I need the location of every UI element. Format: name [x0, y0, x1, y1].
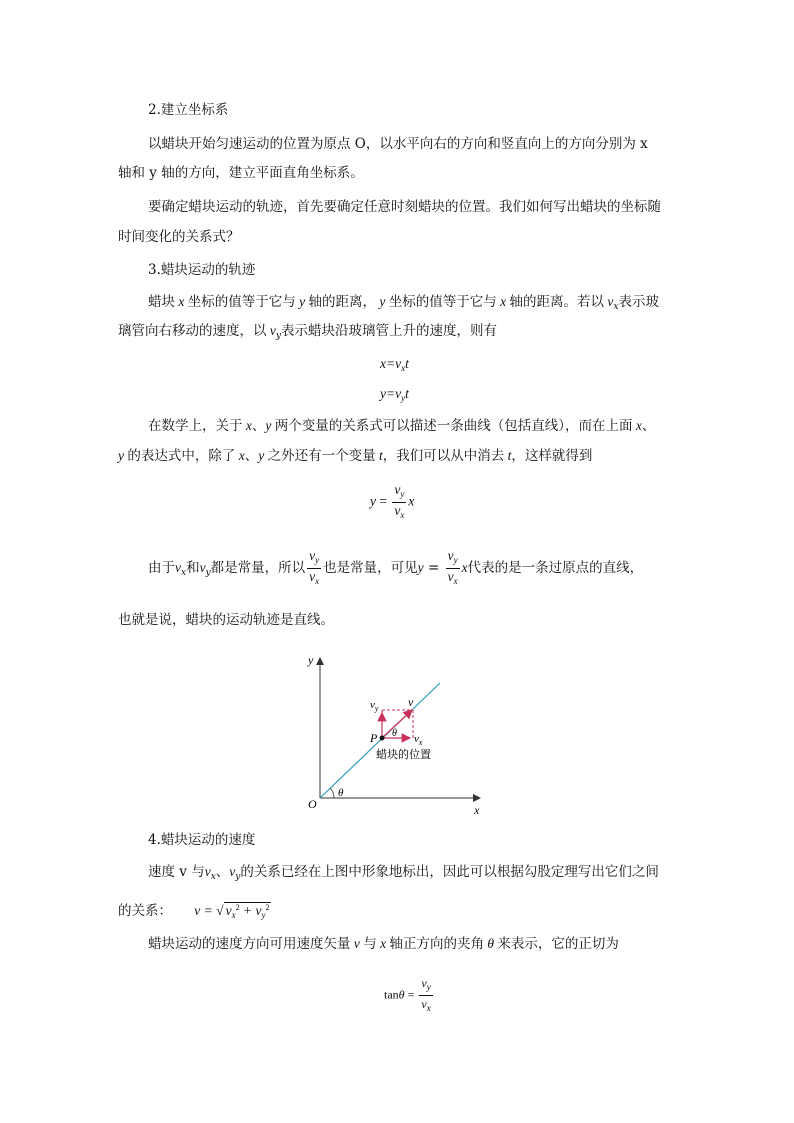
tangent-formula: tanθ = $\frac{v_y}{v_x}$ [384, 976, 431, 1013]
angle-arc [330, 788, 334, 798]
paragraph-text: 在数学上，关于 x、y 两个变量的关系式可以描述一条曲线（包括直线），而在上面 x、 [148, 418, 656, 434]
point-label: P [370, 731, 378, 745]
equation-y-ratio: y = $\frac{v_y}{v_x}$ x [370, 482, 415, 520]
section-2-heading: 2.建立坐标系 [148, 102, 229, 118]
section-4-heading: 4.蜡块运动的速度 [148, 832, 256, 848]
paragraph-text: 蜡块 x 坐标的值等于它与 y 轴的距离， y 坐标的值等于它与 x 轴的距离。若以 $v_x$表示玻 [148, 294, 659, 312]
equation-y: $y=v_yt$ [380, 386, 409, 403]
paragraph-text: 由于$v_x$和$v_y$都是常量，所以 $\frac{v_y}{v_x}$ 也是常量，可见y = $\frac{v_y}{v_x}$ x代表的是一条过原点的直线， [148, 548, 644, 586]
vy-label: $v_y$ [370, 699, 379, 713]
paragraph-text: 的关系： v = √ $v_x^2 + v_y^2$ [118, 903, 270, 920]
angle-theta-label: θ [392, 728, 397, 739]
speed-formula: v = √ $v_x^2 + v_y^2$ [194, 903, 270, 920]
vx-label: $v_x$ [414, 733, 423, 747]
figure-caption: 蜡块的位置 [376, 749, 431, 761]
trajectory-diagram [300, 648, 490, 818]
v-arrow [382, 710, 412, 738]
angle-label: θ [338, 787, 344, 799]
point-p [380, 736, 385, 741]
paragraph-text: 璃管向右移动的速度，以 $v_y$表示蜡块沿玻璃管上升的速度，则有 [118, 323, 497, 341]
paragraph-text: 时间变化的关系式？ [118, 229, 240, 245]
v-label: v [408, 695, 414, 709]
paragraph-text: 速度 v 与$v_x$、$v_y$的关系已经在上图中形象地标出，因此可以根据勾股定理写出它们之间 [148, 864, 659, 882]
paragraph-text: 要确定蜡块运动的轨迹，首先要确定任意时刻蜡块的位置。我们如何写出蜡块的坐标随 [148, 199, 661, 215]
axis-y-label: y [308, 653, 314, 667]
paragraph-text: 蜡块运动的速度方向可用速度矢量 v 与 x 轴正方向的夹角 θ 来表示，它的正切为 [148, 936, 619, 952]
paragraph-text: 轴和 y 轴的方向，建立平面直角坐标系。 [118, 165, 364, 181]
paragraph-text: 也就是说，蜡块的运动轨迹是直线。 [118, 612, 334, 628]
equation-x: $x=v_xt$ [380, 356, 409, 373]
origin-label: O [308, 797, 317, 811]
section-3-heading: 3.蜡块运动的轨迹 [148, 262, 256, 278]
paragraph-text: y 的表达式中，除了 x、y 之外还有一个变量 t，我们可以从中消去 t，这样就得到 [118, 448, 593, 464]
paragraph-text: 以蜡块开始匀速运动的位置为原点 O，以水平向右的方向和竖直向上的方向分别为 x [148, 136, 648, 152]
axis-x-label: x [474, 803, 480, 817]
